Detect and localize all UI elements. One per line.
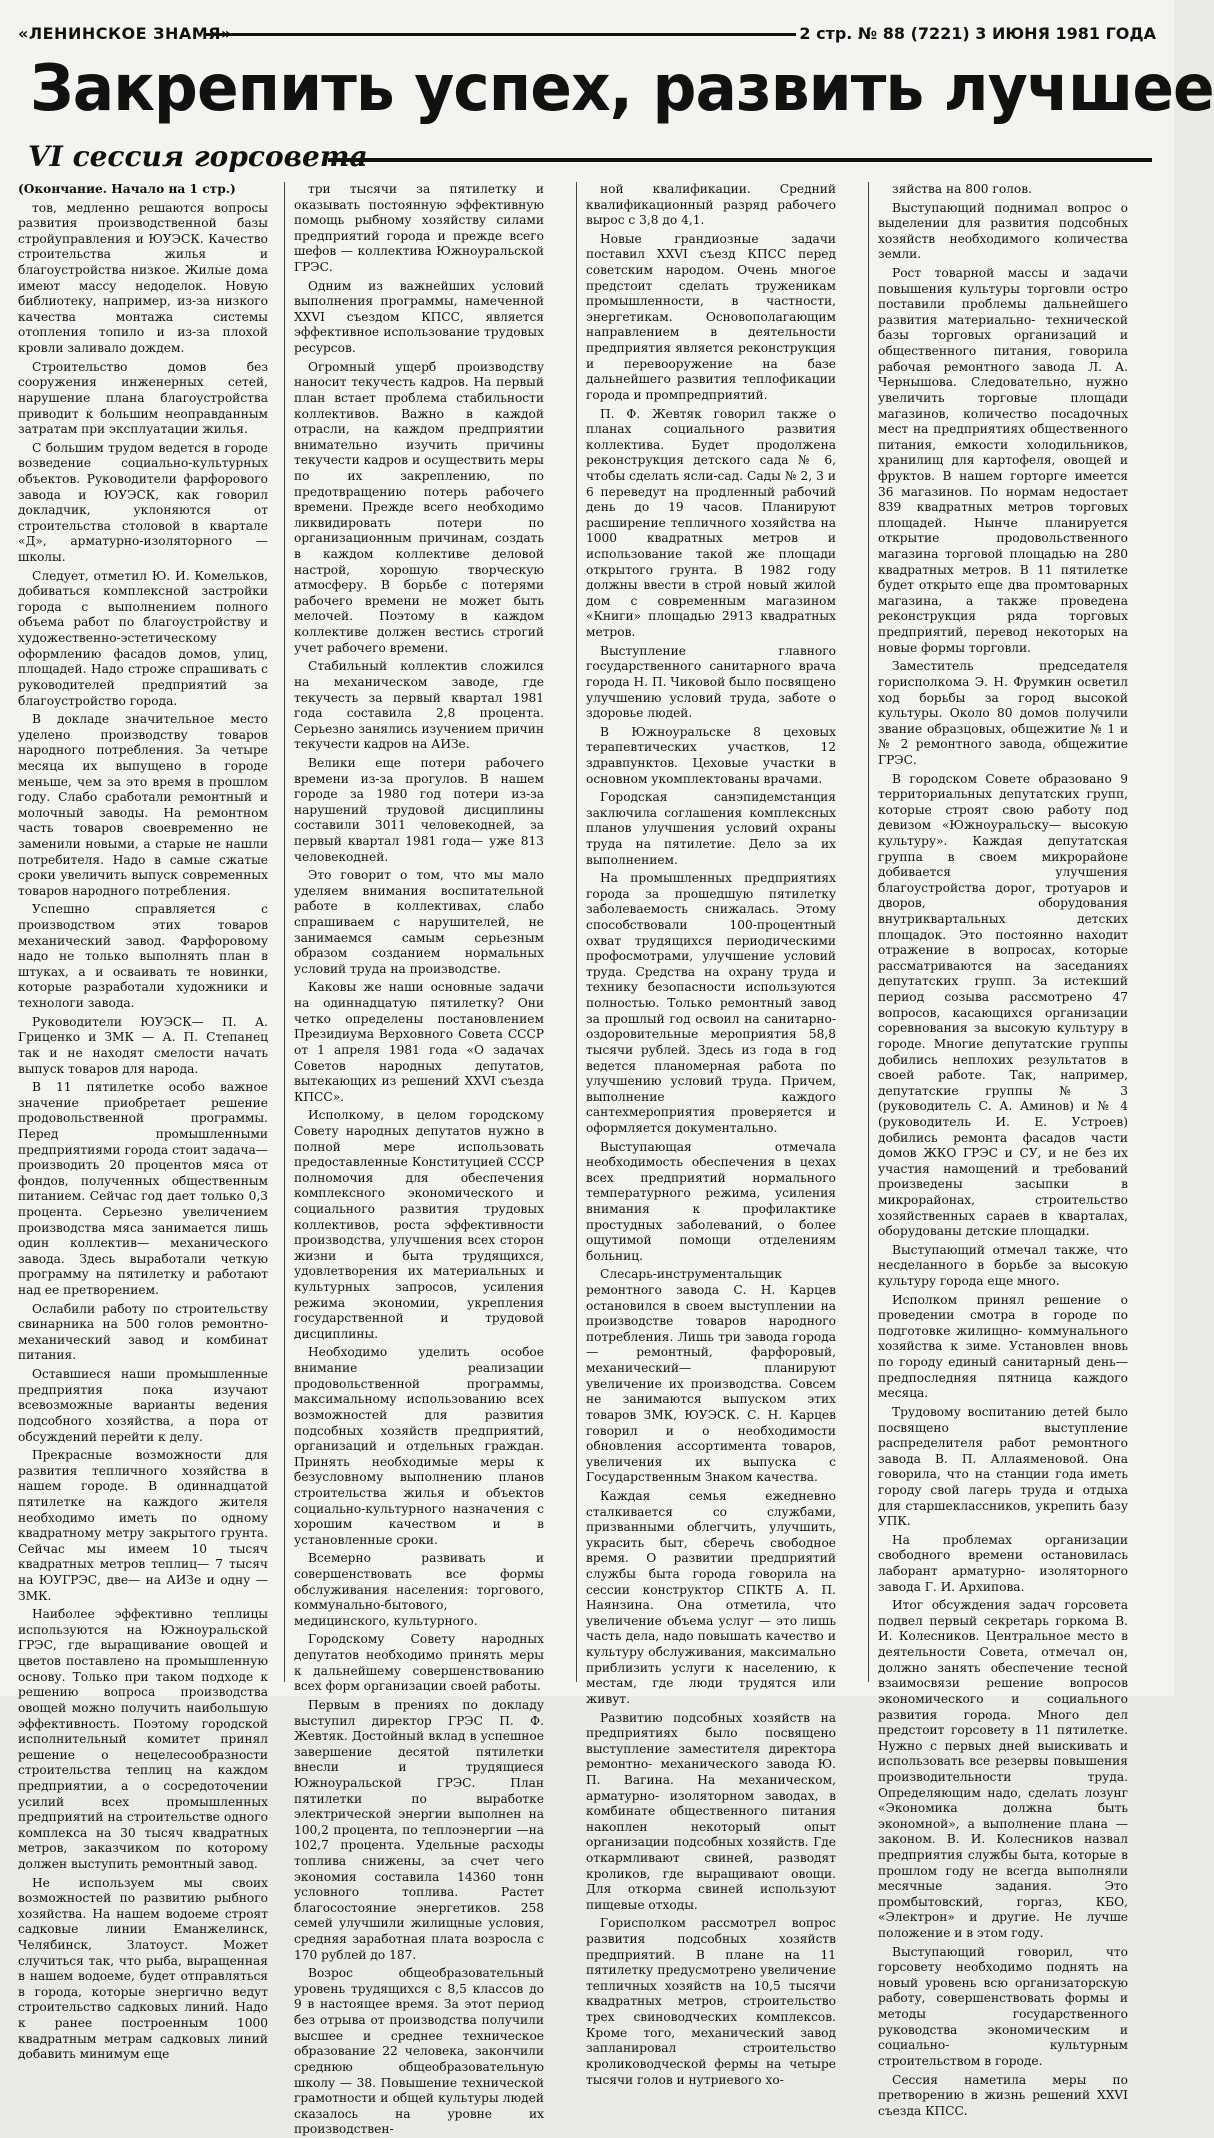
column-3 xyxy=(586,182,836,2087)
article-paragraph: Велики еще потери рабочего времени из-за прогулов. В нашем городе за 1980 год потери из-за нарушений трудовой дисциплины составили 3011 человекодней, за первый квартал 1981 года— уже 813 человекодней. xyxy=(294,755,544,864)
article-paragraph: ной квалификации. Средний квалификационный разряд рабочего вырос с 3,8 до 4,1. xyxy=(586,182,836,228)
article-paragraph: Заместитель председателя горисполкома Э. Н. Фрумкин осветил ход борьбы за город высокой культуры. Около 80 домов получили звание образцовых, общежитие № 1 и № 2 ремонтного завода, общежитие ГРЭС. xyxy=(878,659,1128,767)
article-paragraph: Исполкому, в целом городскому Совету народных депутатов нужно в полной мере использовать предоставленные Конституцией СССР полномочия для обеспечения комплексного экономического и социального развития трудовых коллективов, роста эффективности производства, улучшения всех сторон жизни и быта трудящихся, удовлетворения их материальных и культурных запросов, усиления режима экономии, укрепления государственной и трудовой дисциплины. xyxy=(294,1108,544,1341)
article-paragraph: Каковы же наши основные задачи на одиннадцатую пятилетку? Они четко определены постановлением Президиума Верховного Совета СССР от 1 апреля 1981 года «О задачах Советов народных депутатов, вытекающих из решений XXVI съезда КПСС». xyxy=(294,980,544,1104)
article-paragraph: Это говорит о том, что мы мало уделяем внимания воспитательной работе в коллективах, слабо спрашиваем с нарушителей, не занимаемся самым серьезным образом созданием нормальных условий труда на производстве. xyxy=(294,868,544,976)
article-paragraph: С большим трудом ведется в городе возведение социально-культурных объектов. Руководители фарфорового завода и ЮУЭСК, как говорил докладчик, уклоняются от строительства столовой в квартале «Д», арматурно-изоляторного —школы. xyxy=(18,440,268,565)
article-paragraph: На промышленных предприятиях города за прошедшую пятилетку заболеваемость снижалась. Этому способствовали 100-процентный охват трудящихся периодическими профосмотрами, улучшение условий труда. Средства на охрану труда и технику безопасности используются полностью. Только ремонтный завод за прошлый год освоил на санитарно-оздоровительные мероприятия 58,8 тысячи рублей. Здесь из года в год ведется планомерная работа по улучшению условий труда. Причем, выполнение каждого сантехмероприятия проверяется и оформляется документально. xyxy=(586,871,836,1135)
article-paragraph: Горисполком рассмотрел вопрос развития подсобных хозяйств предприятий. В плане на 11 пятилетку предусмотрено увеличение тепличных хозяйств на 10,5 тысячи квадратных метров, строительство трех свиноводческих комплексов. Кроме того, механический завод запланировал строительство кролиководческой фермы на четыре тысячи голов и нутриевого хо- xyxy=(586,1916,836,2087)
article-paragraph: В 11 пятилетке особо важное значение приобретает решение продовольственной программы. Перед промышленными предприятиями города стоит задача— производить 20 процентов мяса от фондов, полученных общественным питанием. Сейчас год дает только 0,3 процента. Серьезно увеличением производства мяса занимается лишь один коллектив— механического завода. Здесь выработали четкую программу на пятилетку и работают над ее претворением. xyxy=(18,1080,268,1298)
article-paragraph: Городскому Совету народных депутатов необходимо принять меры к дальнейшему совершенствованию всех форм организации своей работы. xyxy=(294,1632,544,1694)
article-paragraph: Руководители ЮУЭСК— П. А. Гриценко и ЗМК — А. П. Степанец так и не находят смелости начать выпуск товаров для народа. xyxy=(18,1014,268,1076)
article-paragraph: Стабильный коллектив сложился на механическом заводе, где текучесть за первый квартал 1981 года составила 2,8 процента. Серьезно занялись изучением причин текучести кадров на АИЗе. xyxy=(294,659,544,752)
article-paragraph: Первым в прениях по докладу выступил директор ГРЭС П. Ф. Жевтяк. Достойный вклад в успешное завершение десятой пятилетки внесли и трудящиеся Южноуральской ГРЭС. План пятилетки по выработке электрической энергии выполнен на 100,2 процента, по теплоэнергии —на 102,7 процента. Удельные расходы топлива снижены, за счет чего экономия составила 14360 тонн условного топлива. Растет благосостояние энергетиков. 258 семей улучшили жилищные условия, средняя заработная плата возросла с 170 рублей до 187. xyxy=(294,1697,544,1962)
article-paragraph: В докладе значительное место уделено производству товаров народного потребления. За четыре месяца их выпущено в городе меньше, чем за это время в прошлом году. Слабо сработали ремонтный и молочный заводы. На ремонтном часть товаров своевременно не заменили новыми, а старые не нашли потребителя. Надо в самые сжатые сроки увеличить выпуск современных товаров народного потребления. xyxy=(18,712,268,898)
article-paragraph: Строительство домов без сооружения инженерных сетей, нарушение плана благоустройства приводит к большим неоправданным затратам при эксплуатации жилья. xyxy=(18,359,268,437)
column-1 xyxy=(18,182,268,2062)
subheadline: VI сессия горсовета xyxy=(28,140,378,173)
article-paragraph: В городском Совете образовано 9 территориальных депутатских групп, которые строят свою работу под девизом «Южноуральску— высокую культуру». Каждая депутатская группа в своем микрорайоне добивается улучшения благоустройства дорог, тротуаров и дворов, оборудования внутриквартальных детских площадок. Это постоянно находит отражение в вопросах, которые рассматриваются на заседаниях депутатских групп. За истекший период созыва рассмотрено 47 вопросов, касающихся организации соревнования за высокую культуру в городе. Многие депутатские группы добились неплохих результатов в своей работе. Так, например, депутатские группы № 3 (руководитель С. А. Аминов) и № 4 (руководитель И. Е. Устроев) добились ремонта фасадов части домов ЖКО ГРЭС и СУ, и не без их участия намощений и требований произведены засыпки в микрорайонах, строительство хозяйственных сараев в кварталах, оборудованы детские площадки. xyxy=(878,771,1128,1239)
issue-line: 2 стр. № 88 (7221) 3 ИЮНЯ 1981 ГОДА xyxy=(799,24,1156,43)
article-paragraph: Выступающий поднимал вопрос о выделении для развития подсобных хозяйств необходимого количества земли. xyxy=(878,200,1128,262)
article-paragraph: Выступающий говорил, что горсовету необходимо поднять на новый уровень всю организаторскую работу, совершенствовать формы и методы государственного руководства экономическим и социально- культурным строительством в городе. xyxy=(878,1944,1128,2068)
column-divider xyxy=(576,182,577,1682)
article-paragraph: (Окончание. Начало на 1 стр.) xyxy=(18,182,236,196)
article-paragraph: Итог обсуждения задач горсовета подвел первый секретарь горкома В. И. Колесников. Центральное место в деятельности Совета, отмечал он, должно занять обеспечение тесной взаимосвязи решение вопросов экономического и социального развития города. Много дел предстоит горсовету в 11 пятилетке. Нужно с первых дней выискивать и использовать все резервы повышения производительности труда. Определяющим надо, сделать лозунг «Экономика должна быть экономной», а выполнение плана — законом. В. И. Колесников назвал предприятия службы быта, которые в прошлом году не всегда выполняли месячные задания. Это промбытовский, горгаз, КБО, «Электрон» и другие. Не лучше положение и в этом году. xyxy=(878,1598,1128,1941)
article-paragraph: Одним из важнейших условий выполнения программы, намеченной XXVI съездом КПСС, является эффективное использование трудовых ресурсов. xyxy=(294,278,544,356)
subheadline-bar xyxy=(28,140,1152,176)
article-paragraph: Успешно справляется с производством этих товаров механический завод. Фарфоровому надо не только выполнять план в штуках, а и осваивать те новинки, которые разработали художники и технологи завода. xyxy=(18,902,268,1011)
article-paragraph: Городская санэпидемстанция заключила соглашения комплексных планов улучшения условий охраны труда на пятилетие. Дело за их выполнением. xyxy=(586,790,836,867)
article-paragraph: Следует, отметил Ю. И. Комельков, добиваться комплексной застройки города с выполнением полного объема работ по благоустройству и художественно-эстетическому оформлению фасадов домов, улиц, площадей. Надо строже спрашивать с руководителей предприятий за благоустройство города. xyxy=(18,568,268,708)
article-paragraph: Наиболее эффективно теплицы используются на Южноуральской ГРЭС, где выращивание овощей и цветов поставлено на промышленную основу. Только при таком подходе к решению вопроса производства овощей можно получить наибольшую эффективность. Поэтому городской исполнительный комитет принял решение о нецелесообразности строительства теплиц на каждом предприятии, а о сосредоточении усилий всех промышленных предприятий на строительстве одного комплекса на 30 тысяч квадратных метров, заказчиком по которому должен выступить ремонтный завод. xyxy=(18,1607,268,1871)
article-paragraph: Необходимо уделить особое внимание реализации продовольственной программы, максимальному использованию всех возможностей для развития подсобных хозяйств предприятий, организаций и отдельных граждан. Принять необходимые меры к безусловному выполнению планов строительства жилья и объектов социально-культурного назначения с хорошим качеством и в установленные сроки. xyxy=(294,1345,544,1547)
article-paragraph: Возрос общеобразовательный уровень трудящихся с 8,5 классов до 9 в настоящее время. За этот период без отрыва от производства получили высшее и среднее техническое образование 22 человека, закончили среднюю общеобразовательную школу — 38. Повышение технической грамотности и общей культуры людей сказалось на уровне их производствен- xyxy=(294,1966,544,2137)
column-4 xyxy=(878,182,1128,2118)
article-paragraph: П. Ф. Жевтяк говорил также о планах социального развития коллектива. Будет продолжена реконструкция детского сада № 6, чтобы сделать ясли-сад. Сады № 2, 3 и 6 переведут на продленный рабочий день до 19 часов. Планируют расширение тепличного хозяйства на 1000 квадратных метров и использование такой же площади открытого грунта. В 1982 году должны ввести в строй новый жилой дом с современным магазином «Книги» площадью 2913 квадратных метров. xyxy=(586,406,836,640)
article-paragraph: Выступление главного государственного санитарного врача города Н. П. Чиковой было посвящено улучшению условий труда, заботе о здоровье людей. xyxy=(586,643,836,721)
article-paragraph: Слесарь-инструментальщик ремонтного завода С. Н. Карцев остановился в своем выступлении на производстве товаров народного потребления. Лишь три завода города — ремонтный, фарфоровый, механический— планируют увеличение их производства. Совсем не занимаются выпуском этих товаров ЗМК, ЮУЭСК. С. Н. Карцев говорил и о необходимости обновления ассортимента товаров, увеличения их выпуска с Государственным Знаком качества. xyxy=(586,1267,836,1485)
article-paragraph: На проблемах организации свободного времени остановилась лаборант арматурно- изоляторного завода Г. И. Архипова. xyxy=(878,1532,1128,1594)
article-paragraph: Оставшиеся наши промышленные предприятия пока изучают всевозможные варианты ведения подсобного хозяйства, а пора от обсуждений перейти к делу. xyxy=(18,1367,268,1444)
column-2 xyxy=(294,182,544,2137)
article-paragraph: В Южноуральске 8 цеховых терапевтических участков, 12 здравпунктов. Цеховые участки в основном укомплектованы врачами. xyxy=(586,724,836,786)
article-paragraph: Сессия наметила меры по претворению в жизнь решений XXVI съезда КПСС. xyxy=(878,2072,1128,2118)
newspaper-name: «ЛЕНИНСКОЕ ЗНАМЯ» xyxy=(18,24,232,43)
article-paragraph: Всемерно развивать и совершенствовать все формы обслуживания населения: торгового, коммунально-бытового, медицинского, культурного. xyxy=(294,1551,544,1628)
article-paragraph: Огромный ущерб производству наносит текучесть кадров. На первый план встает проблема стабильности коллективов. Важно в каждой отрасли, на каждом предприятии внимательно изучить причины текучести кадров и осуществить меры по их закреплению, по предотвращению потерь рабочего времени. Прежде всего необходимо ликвидировать потери по организационным причинам, создать в каждом коллективе деловой настрой, хорошую творческую атмосферу. В борьбе с потерями рабочего времени не может быть мелочей. Поэтому в каждом коллективе должен вестись строгий учет рабочего времени. xyxy=(294,359,544,655)
article-paragraph: Не используем мы своих возможностей по развитию рыбного хозяйства. На нашем водоеме строят садковые линии Еманжелинск, Челябинск, Златоуст. Может случиться так, что рыба, выращенная в нашем водоеме, будет отправляться в города, которые энергично ведут строительство садковых линий. Надо к ранее построенным 1000 квадратным метрам садковых линий добавить минимум еще xyxy=(18,1875,268,2062)
column-divider xyxy=(284,182,285,1682)
masthead xyxy=(18,24,1156,46)
article-paragraph: Исполком принял решение о проведении смотра в городе по подготовке жилищно- коммунального хозяйства к зиме. Установлен вновь по городу единый санитарный день—предпоследняя пятница каждого месяца. xyxy=(878,1292,1128,1401)
article-paragraph: Ослабили работу по строительству свинарника на 500 голов ремонтно-механический завод и комбинат питания. xyxy=(18,1301,268,1363)
masthead-rule xyxy=(204,33,796,36)
article-paragraph: Развитию подсобных хозяйств на предприятиях было посвящено выступление заместителя директора ремонтно- механического завода Ю. П. Вагина. На механическом, арматурно- изоляторном заводах, в комбинате общественного питания накоплен некоторый опыт организации подсобных хозяйств. Где откармливают свиней, разводят кроликов, где выращивают овощи. Для откорма свиней используют пищевые отходы. xyxy=(586,1710,836,1912)
article-paragraph: Выступающая отмечала необходимость обеспечения в цехах всех предприятий нормального температурного режима, усиления внимания к профилактике простудных заболеваний, о более ощутимой помощи отделениям больниц. xyxy=(586,1139,836,1263)
column-divider xyxy=(868,182,869,1682)
article-paragraph: Прекрасные возможности для развития тепличного хозяйства в нашем городе. В одиннадцатой пятилетке на каждого жителя необходимо иметь по одному квадратному метру закрытого грунта. Сейчас мы имеем 10 тысяч квадратных метров теплиц— 7 тысяч на ЮУГРЭС, две— на АИЗе и одну — ЗМК. xyxy=(18,1448,268,1603)
article-paragraph: три тысячи за пятилетку и оказывать постоянную эффективную помощь рыбному хозяйству силами предприятий города и прежде всего шефов — коллектива Южноуральской ГРЭС. xyxy=(294,182,544,275)
article-paragraph: Рост товарной массы и задачи повышения культуры торговли остро поставили проблемы дальнейшего развития материально- технической базы торговых организаций и общественного питания, говорила рабочая ремонтного завода Л. А. Чернышова. Следовательно, нужно увеличить торговые площади магазинов, количество посадочных мест на предприятиях общественного питания, емкости холодильников, хранилищ для картофеля, овощей и фруктов. В нашем горторге имеется 36 магазинов. По нормам недостает 839 квадратных метров торговых площадей. Нынче планируется открытие продовольственного магазина торговой площадью на 280 квадратных метров. В 11 пятилетке будет открыто еще два промтоварных магазина, а также проведена реконструкция ряда торговых предприятий, перевод некоторых на новые формы торговли. xyxy=(878,266,1128,655)
headline: Закрепить успех, развить лучшее xyxy=(30,52,1214,126)
article-paragraph: зяйства на 800 голов. xyxy=(892,182,1032,196)
article-paragraph: Каждая семья ежедневно сталкивается со службами, призванными облегчить, улучшить, украсить быт, сберечь свободное время. О развитии предприятий службы быта города говорила на сессии конструктор СПКТБ А. П. Наянзина. Она отметила, что увеличение объема услуг — это лишь часть дела, надо повышать качество и культуру обслуживания, максимально приблизить услуги к населению, к местам, где люди трудятся или живут. xyxy=(586,1488,836,1706)
article-paragraph: Новые грандиозные задачи поставил XXVI съезд КПСС перед советским народом. Очень многое предстоит сделать труженикам промышленности, в частности, энергетикам. Основополагающим направлением в деятельности предприятия является реконструкция и перевооружение на базе дальнейшего развития теплофикации города и промпредприятий. xyxy=(586,231,836,402)
article-paragraph: Выступающий отмечал также, что несделанного в борьбе за высокую культуру города еще много. xyxy=(878,1242,1128,1289)
article-body xyxy=(18,182,1158,2137)
subheadline-rule xyxy=(328,158,1152,162)
article-paragraph: тов, медленно решаются вопросы развития производственной базы стройуправления и ЮУЭСК. Качество строительства жилья и благоустройства низкое. Жилые дома имеют массу недоделок. Новую библиотеку, например, из-за низкого качества монтажа системы отопления топило и из-за плохой кровли заливало дождем. xyxy=(18,200,268,356)
article-paragraph: Трудовому воспитанию детей было посвящено выступление распределителя работ ремонтного завода В. П. Аллаяменовой. Она говорила, что на станции года иметь городу свой лагерь труда и отдыха для старшеклассников, укрепить базу УПК. xyxy=(878,1404,1128,1529)
